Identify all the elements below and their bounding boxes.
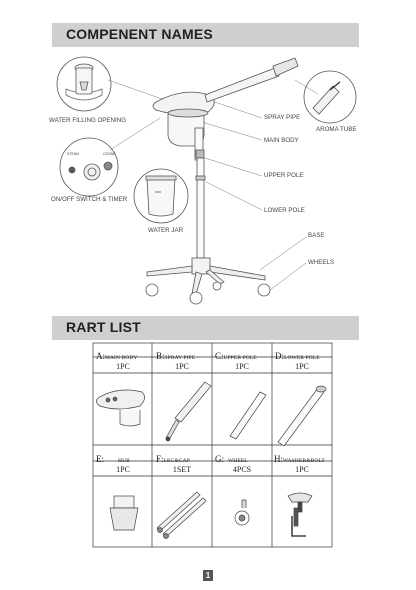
part-h-header: H:WASHER&BOLT: [274, 454, 325, 464]
switch-left-text: STEAM: [67, 152, 80, 156]
part-g-header: G: WHEEL: [215, 454, 248, 464]
part-g-qty: 4PCS: [232, 465, 252, 474]
part-c-header: C:UPPER POLE: [215, 351, 257, 361]
label-lower-pole: LOWER POLE: [264, 207, 305, 214]
label-base: BASE: [308, 232, 325, 239]
part-e-header: E: HUB: [96, 454, 130, 464]
part-a-illustration: [96, 390, 144, 426]
part-a-header: A:MAIN BODY: [96, 351, 138, 361]
part-d-illustration: [278, 386, 326, 446]
label-water-filling: WATER FILLING OPENING: [49, 117, 127, 124]
label-main-body: MAIN BODY: [264, 137, 299, 144]
part-b-header: B:SPRAY PIPE: [156, 351, 196, 361]
part-d-qty: 1PC: [295, 362, 309, 371]
part-f-qty: 1SET: [172, 465, 192, 474]
part-f-illustration: [157, 492, 206, 539]
switch-right-text: OZONE: [103, 152, 116, 156]
part-b-qty: 1PC: [175, 362, 189, 371]
part-b-illustration: [166, 382, 211, 441]
components-title: COMPENENT NAMES: [66, 26, 213, 42]
label-water-jar: WATER JAR: [148, 227, 184, 234]
label-spray-pipe: SPRAY PIPE: [264, 114, 301, 121]
part-e-qty: 1PC: [116, 465, 130, 474]
part-a-qty: 1PC: [116, 362, 130, 371]
part-e-illustration: [110, 496, 138, 530]
part-g-illustration: [235, 500, 249, 525]
part-c-illustration: [230, 392, 266, 439]
label-switch-timer: ON/OFF SWITCH & TIMER: [51, 196, 128, 203]
part-f-header: F:LEG&CAP: [156, 454, 190, 464]
label-aroma-tube: AROMA TUBE: [316, 126, 357, 133]
parts-title: RART LIST: [66, 319, 141, 335]
part-d-header: D:LOWER POLE: [275, 351, 320, 361]
label-upper-pole: UPPER POLE: [264, 172, 304, 179]
page-number: 1: [203, 570, 213, 581]
part-c-qty: 1PC: [235, 362, 249, 371]
label-wheels: WHEELS: [308, 259, 335, 266]
part-h-qty: 1PC: [295, 465, 309, 474]
part-h-illustration: [288, 493, 312, 536]
